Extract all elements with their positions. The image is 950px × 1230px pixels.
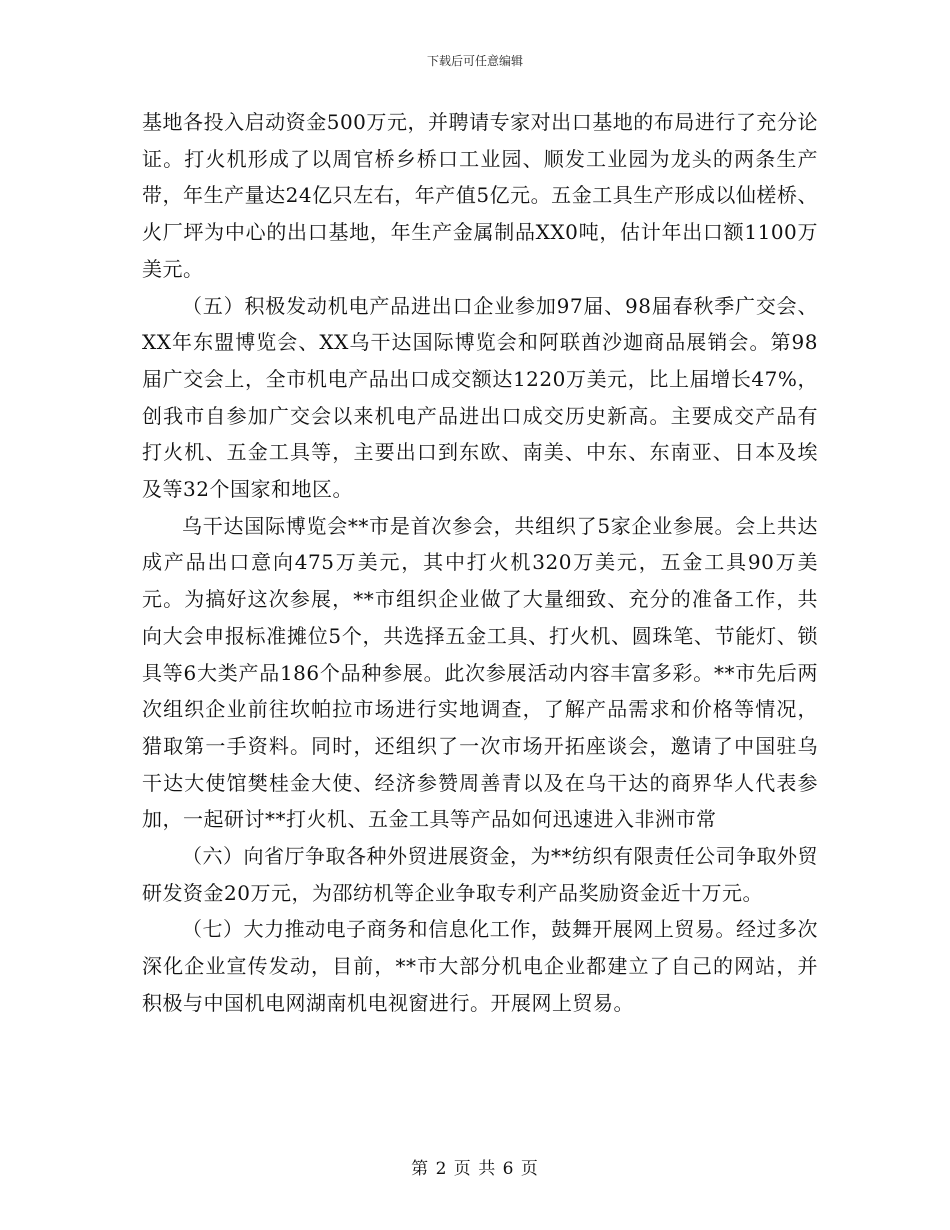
paragraph-1: 基地各投入启动资金500万元，并聘请专家对出口基地的布局进行了充分论证。打火机形成了以周官桥乡桥口工业园、顺发工业园为龙头的两条生产带，年生产量达24亿只左右，年产值5亿元。五金工具生产形成以仙槎桥、火厂坪为中心的出口基地，年生产金属制品XX0吨，估计年出口额1100万美元。 [142, 110, 818, 281]
paragraph-2: （五）积极发动机电产品进出口企业参加97届、98届春秋季广交会、XX年东盟博览会、XX乌干达国际博览会和阿联酋沙迦商品展销会。第98届广交会上，全市机电产品出口成交额达1220万美元，比上届增长47%，创我市自参加广交会以来机电产品进出口成交历史新高。主要成交产品有打火机、五金工具等，主要出口到东欧、南美、中东、东南亚、日本及埃及等32个国家和地区。 [142, 293, 818, 502]
page-header: 下载后可任意编辑 [426, 54, 523, 68]
paragraph-4: （六）向省厅争取各种外贸进展资金，为**纺织有限责任公司争取外贸研发资金20万元，为邵纺机等企业争取专利产品奖励资金近十万元。 [142, 844, 818, 905]
paragraph-5: （七）大力推动电子商务和信息化工作，鼓舞开展网上贸易。经过多次深化企业宣传发动，目前，**市大部分机电企业都建立了自己的网站，并积极与中国机电网湖南机电视窗进行。开展网上贸易。 [142, 917, 818, 1015]
document-body [142, 104, 818, 1022]
paragraph-3: 乌干达国际博览会**市是首次参会，共组织了5家企业参展。会上共达成产品出口意向475万美元，其中打火机320万美元，五金工具90万美元。为搞好这次参展，**市组织企业做了大量细致、充分的准备工作，共向大会申报标准摊位5个，共选择五金工具、打火机、圆珠笔、节能灯、锁具等6大类产品186个品种参展。此次参展活动内容丰富多彩。**市先后两次组织企业前往坎帕拉市场进行实地调查，了解产品需求和价格等情况，猎取第一手资料。同时，还组织了一次市场开拓座谈会，邀请了中国驻乌干达大使馆樊桂金大使、经济参赞周善青以及在乌干达的商界华人代表参加，一起研讨**打火机、五金工具等产品如何迅速进入非洲市常 [142, 513, 818, 832]
page-footer: 第 2 页 共 6 页 [411, 1159, 539, 1179]
